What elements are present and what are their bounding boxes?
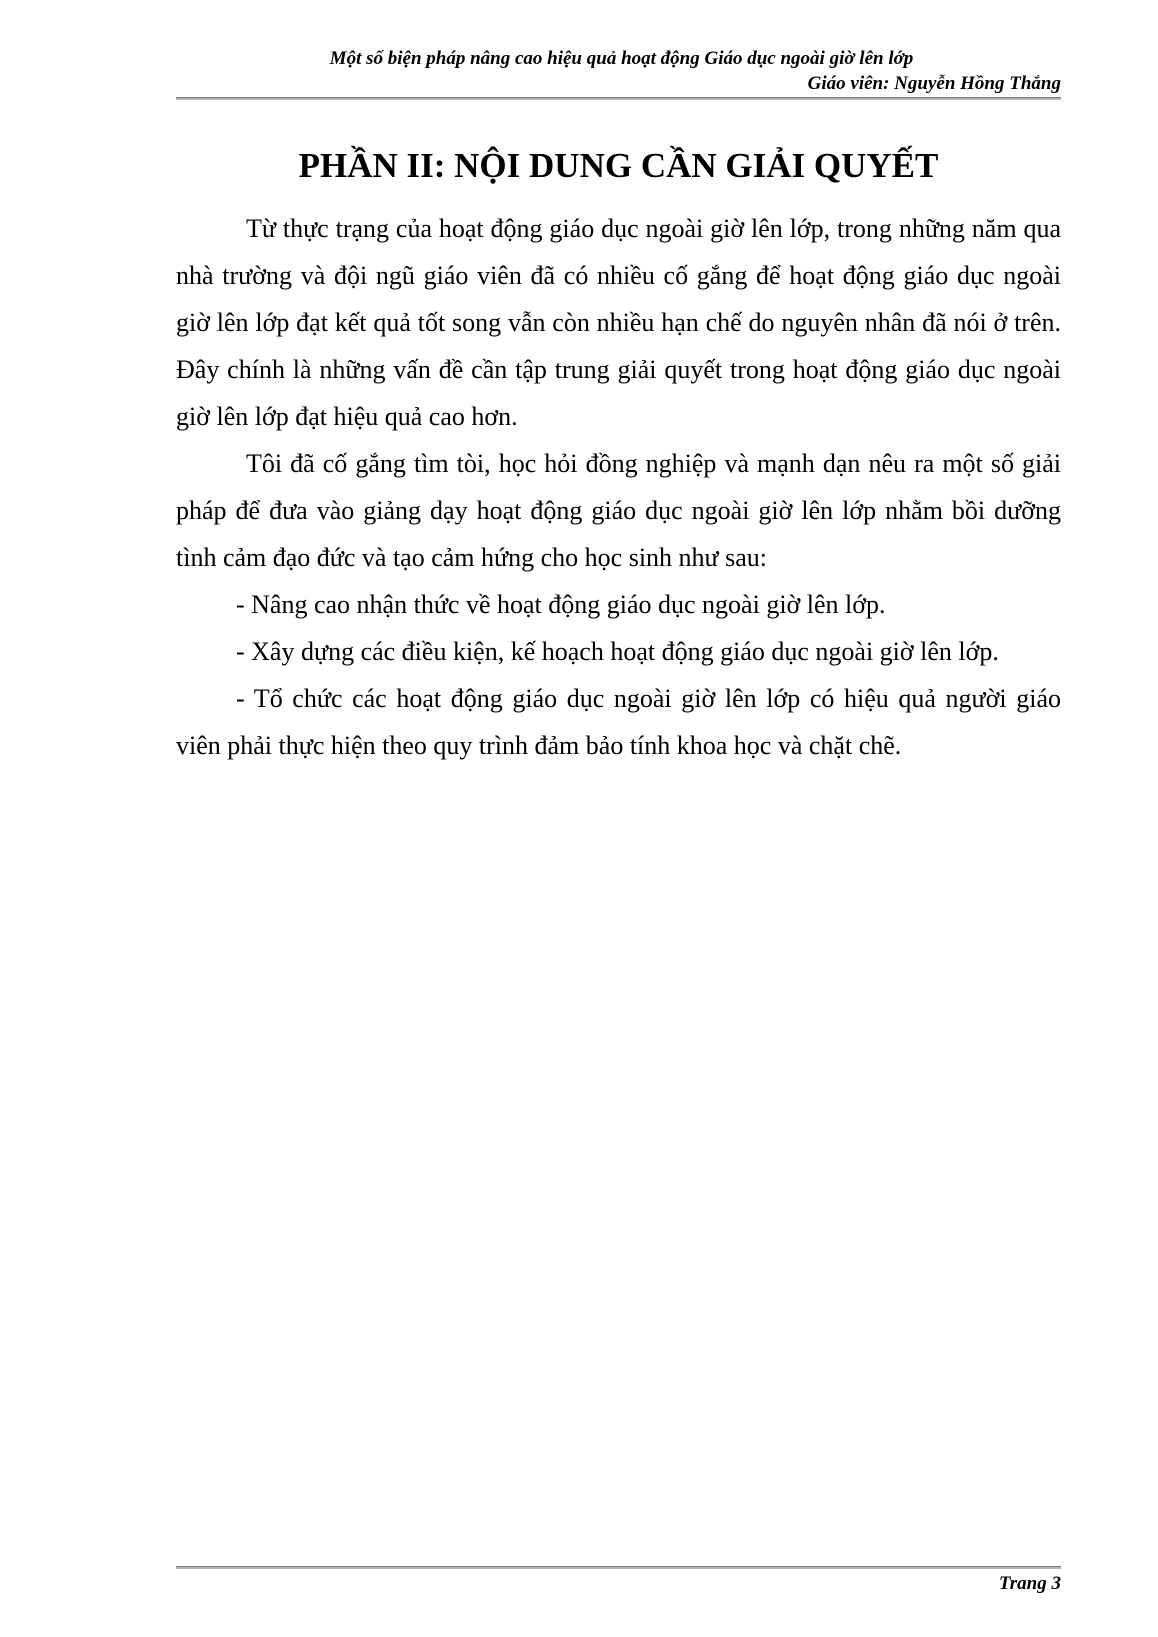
bullet-item: - Nâng cao nhận thức về hoạt động giáo dục ngoài giờ lên lớp. [236,590,886,619]
paragraph: Từ thực trạng của hoạt động giáo dục ngoài giờ lên lớp, trong những năm qua nhà trường và đội ngũ giáo viên đã có nhiều cố gắng để hoạt động giáo dục ngoài giờ lên lớp đạt kết quả tốt song vẫn còn nhiều hạn chế do nguyên nhân đã nói ở trên. Đây chính là những vấn đề cần tập trung giải quyết trong hoạt động giáo dục ngoài giờ lên lớp đạt hiệu quả cao hơn. [176,214,1061,431]
paragraph: Tôi đã cố gắng tìm tòi, học hỏi đồng nghiệp và mạnh dạn nêu ra một số giải pháp để đưa vào giảng dạy hoạt động giáo dục ngoài giờ lên lớp nhằm bồi dưỡng tình cảm đạo đức và tạo cảm hứng cho học sinh như sau: [176,449,1061,572]
body-content [176,205,1061,769]
page-number: Trang 3 [998,1573,1061,1594]
header-document-title: Một số biện pháp nâng cao hiệu quả hoạt động Giáo dục ngoài giờ lên lớp [329,48,914,69]
page-header [176,46,1061,96]
section-title: PHẦN II: NỘI DUNG CẦN GIẢI QUYẾT [298,146,939,185]
bullet-item: - Tổ chức các hoạt động giáo dục ngoài giờ lên lớp có hiệu quả người giáo viên phải thực hiện theo quy trình đảm bảo tính khoa học và chặt chẽ. [176,684,1061,760]
header-teacher-name: Giáo viên: Nguyễn Hồng Thắng [807,73,1061,94]
footer-divider [176,1566,1061,1569]
header-divider [176,97,1061,100]
bullet-item: - Xây dựng các điều kiện, kế hoạch hoạt động giáo dục ngoài giờ lên lớp. [236,637,999,666]
